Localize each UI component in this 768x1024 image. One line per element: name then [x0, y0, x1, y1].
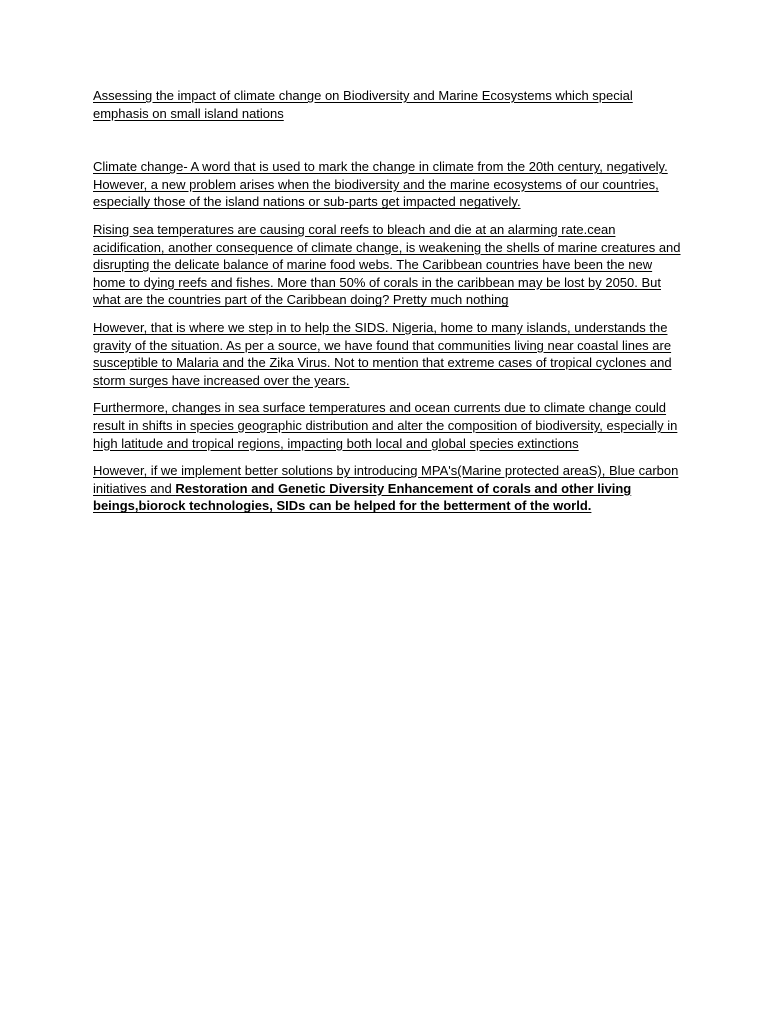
paragraph-coral-reefs: Rising sea temperatures are causing coral reefs to bleach and die at an alarming rate.cean acidification, another consequence of climate change, is weakening the shells of marine creatures and disrupting the delicate balance of marine food webs. The Caribbean countries have been the new home to dying reefs and fishes. More than 50% of corals in the caribbean may be lost by 2050. But what are the countries part of the Caribbean doing? Pretty much nothing [93, 221, 681, 308]
paragraph-species-distribution: Furthermore, changes in sea surface temperatures and ocean currents due to climate change could result in shifts in species geographic distribution and alter the composition of biodiversity, especially in high latitude and tropical regions, impacting both local and global species extinctions [93, 400, 678, 451]
document-title: Assessing the impact of climate change on Biodiversity and Marine Ecosystems which special emphasis on small island nations [93, 88, 633, 121]
title-spacer [93, 122, 683, 158]
paragraph-sids-nigeria: However, that is where we step in to help the SIDS. Nigeria, home to many islands, understands the gravity of the situation. As per a source, we have found that communities living near coastal lines are susceptible to Malaria and the Zika Virus. Not to mention that extreme cases of tropical cyclones and storm surges have increased over the years. [93, 319, 672, 388]
solutions-text: However, if we implement better solutions by introducing MPA's(Marine protected areaS), Blue carbon initiatives and [93, 463, 679, 496]
document-body [93, 87, 683, 525]
solutions-bold-text: Restoration and Genetic Diversity Enhancement of corals and other living beings,biorock technologies, SIDs can be helped for the betterment of the world. [93, 480, 632, 514]
paragraph-solutions [93, 462, 683, 515]
paragraph-climate-change-definition: Climate change- A word that is used to mark the change in climate from the 20th century, negatively. However, a new problem arises when the biodiversity and the marine ecosystems of our countries, especially those of the island nations or sub-parts get impacted negatively. [93, 159, 668, 210]
